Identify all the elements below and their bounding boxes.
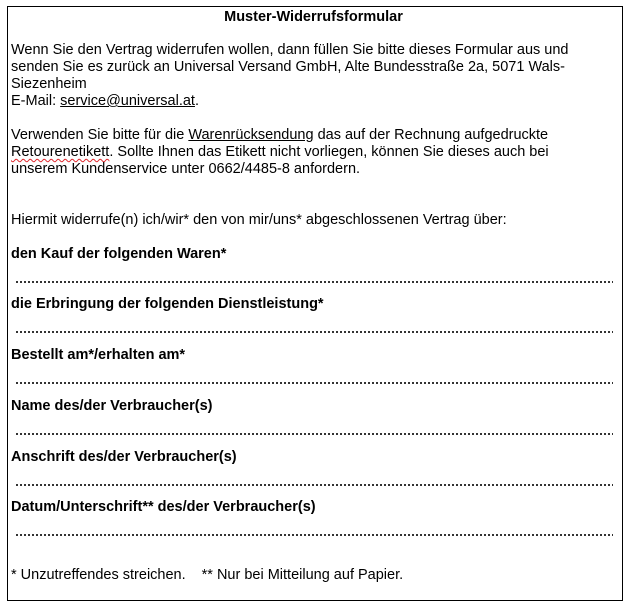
return-line-1-suffix: das auf der Rechnung aufgedruckte: [313, 127, 549, 143]
intro-paragraph: [11, 42, 617, 110]
return-line-3: unserem Kundenservice unter 0662/4485-8 anfordern.: [11, 161, 361, 177]
field-label-consumer-address: Anschrift des/der Verbraucher(s): [11, 449, 237, 465]
return-info-paragraph: [11, 127, 617, 178]
field-line-service[interactable]: [15, 331, 613, 333]
retourenetikett-spellcheck-word[interactable]: Retourenetikett: [11, 144, 110, 160]
field-line-order-date[interactable]: [15, 382, 613, 384]
footnotes: [11, 567, 403, 584]
intro-line-3: Siezenheim: [11, 76, 87, 92]
field-line-consumer-name[interactable]: [15, 433, 613, 435]
field-line-goods[interactable]: [15, 281, 613, 283]
field-label-service: die Erbringung der folgenden Dienstleistung*: [11, 296, 324, 312]
email-suffix: .: [194, 93, 199, 109]
email-line: [11, 93, 617, 110]
warenruecksendung-link[interactable]: Warenrücksendung: [188, 127, 314, 143]
field-line-consumer-address[interactable]: [15, 484, 613, 486]
footnote-single-asterisk: * Unzutreffendes streichen.: [11, 567, 186, 583]
email-link[interactable]: service@universal.at: [60, 93, 195, 109]
return-line-1: [11, 127, 617, 144]
footnote-double-asterisk: ** Nur bei Mitteilung auf Papier.: [201, 567, 404, 583]
email-prefix: E-Mail:: [11, 93, 61, 109]
return-line-2-suffix: . Sollte Ihnen das Etikett nicht vorliegen, können Sie dieses auch bei: [109, 144, 549, 160]
field-label-date-signature: Datum/Unterschrift** des/der Verbraucher(s): [11, 499, 316, 515]
field-label-consumer-name: Name des/der Verbraucher(s): [11, 398, 213, 414]
field-label-goods: den Kauf der folgenden Waren*: [11, 246, 227, 262]
intro-line-1: Wenn Sie den Vertrag widerrufen wollen, dann füllen Sie bitte dieses Formular aus und: [11, 42, 569, 58]
field-label-order-date: Bestellt am*/erhalten am*: [11, 347, 186, 363]
form-title: Muster-Widerrufsformular: [224, 9, 403, 25]
return-line-2: [11, 144, 617, 161]
return-line-1-prefix: Verwenden Sie bitte für die: [11, 127, 189, 143]
intro-line-2: senden Sie es zurück an Universal Versand GmbH, Alte Bundesstraße 2a, 5071 Wals-: [11, 59, 565, 75]
declaration-text: Hiermit widerrufe(n) ich/wir* den von mir/uns* abgeschlossenen Vertrag über:: [11, 212, 507, 228]
field-line-date-signature[interactable]: [15, 534, 613, 536]
